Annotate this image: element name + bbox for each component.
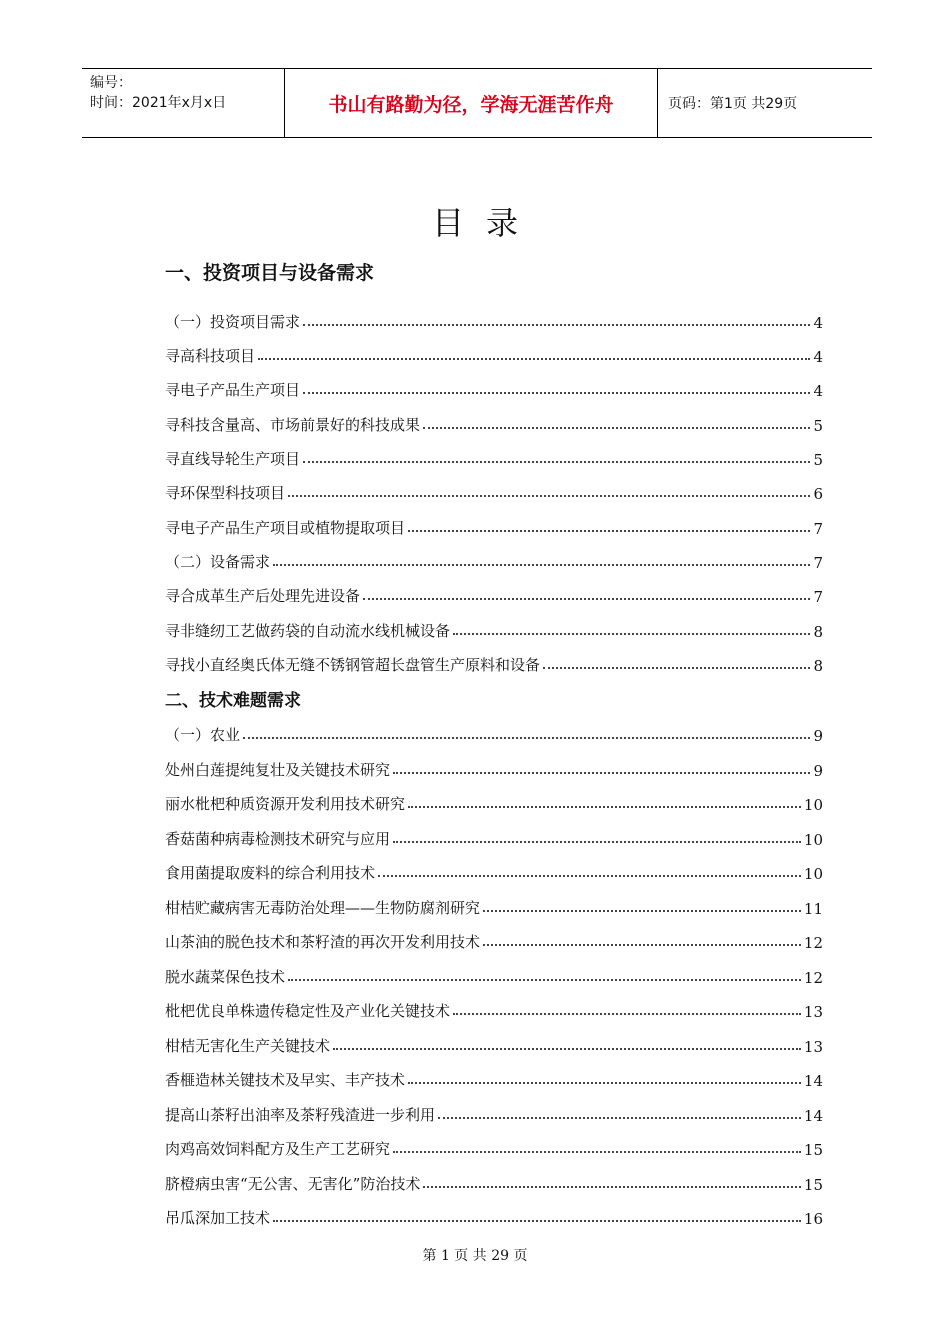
- leader-dots: [438, 1117, 801, 1119]
- leader-dots: [543, 667, 810, 669]
- toc-entry[interactable]: 寻高科技项目 4: [165, 347, 823, 366]
- leader-dots: [243, 737, 810, 739]
- toc-entry[interactable]: 食用菌提取废料的综合利用技术 10: [165, 864, 823, 883]
- toc-entry[interactable]: 寻直线导轮生产项目 5: [165, 450, 823, 469]
- date-line: 时间：2021年x月x日: [90, 95, 227, 111]
- toc-entry[interactable]: 提高山茶籽出油率及茶籽残渣进一步利用 14: [165, 1106, 823, 1125]
- leader-dots: [453, 633, 810, 635]
- toc-entry[interactable]: 肉鸡高效饲料配方及生产工艺研究 15: [165, 1140, 823, 1159]
- toc-entry[interactable]: 香榧造林关键技术及早实、丰产技术 14: [165, 1071, 823, 1090]
- header-divider: [657, 69, 658, 137]
- leader-dots: [273, 564, 810, 566]
- leader-dots: [303, 461, 810, 463]
- header-motto: 书山有路勤为径，学海无涯苦作舟: [328, 93, 614, 116]
- toc-entry[interactable]: 丽水枇杷种质资源开发利用技术研究 10: [165, 795, 823, 814]
- section-heading-2: 二、技术难题需求: [165, 691, 301, 711]
- number-label: 编号：: [90, 75, 132, 91]
- toc-entry[interactable]: 枇杷优良单株遗传稳定性及产业化关键技术 13: [165, 1002, 823, 1021]
- toc-entry[interactable]: 吊瓜深加工技术 16: [165, 1209, 823, 1228]
- leader-dots: [303, 324, 810, 326]
- toc-entry[interactable]: （二）设备需求 7: [165, 553, 823, 572]
- toc-entry[interactable]: 脱水蔬菜保色技术 12: [165, 968, 823, 987]
- toc-entry[interactable]: 寻科技含量高、市场前景好的科技成果 5: [165, 416, 823, 435]
- toc-entry[interactable]: 寻电子产品生产项目或植物提取项目 7: [165, 519, 823, 538]
- toc-entry[interactable]: （一）投资项目需求 4: [165, 313, 823, 332]
- leader-dots: [408, 530, 810, 532]
- leader-dots: [363, 598, 810, 600]
- toc-title: 目录: [431, 204, 540, 242]
- leader-dots: [483, 910, 801, 912]
- leader-dots: [288, 495, 810, 497]
- page-header: [82, 68, 872, 138]
- leader-dots: [408, 1082, 801, 1084]
- leader-dots: [333, 1048, 801, 1050]
- leader-dots: [423, 427, 810, 429]
- toc-entry[interactable]: 寻环保型科技项目 6: [165, 484, 823, 503]
- toc-entry[interactable]: 处州白莲提纯复壮及关键技术研究 9: [165, 761, 823, 780]
- leader-dots: [393, 841, 801, 843]
- leader-dots: [288, 979, 801, 981]
- leader-dots: [408, 806, 801, 808]
- leader-dots: [453, 1013, 801, 1015]
- page-footer: 第 1 页 共 29 页: [422, 1248, 528, 1264]
- leader-dots: [483, 944, 801, 946]
- header-page-info: 页码：第1页 共29页: [668, 96, 798, 112]
- toc-entry[interactable]: 脐橙病虫害“无公害、无害化”防治技术 15: [165, 1175, 823, 1194]
- toc-entry[interactable]: 寻合成革生产后处理先进设备 7: [165, 587, 823, 606]
- leader-dots: [258, 358, 810, 360]
- toc-entry[interactable]: 寻找小直经奥氏体无缝不锈钢管超长盘管生产原料和设备 8: [165, 656, 823, 675]
- toc-entry[interactable]: 寻非缝纫工艺做药袋的自动流水线机械设备 8: [165, 622, 823, 641]
- leader-dots: [393, 1151, 801, 1153]
- leader-dots: [273, 1220, 801, 1222]
- toc-entry[interactable]: 山茶油的脱色技术和茶籽渣的再次开发利用技术 12: [165, 933, 823, 952]
- toc-entry[interactable]: 柑桔无害化生产关键技术 13: [165, 1037, 823, 1056]
- header-meta: [90, 73, 280, 113]
- section-heading-1: 一、投资项目与设备需求: [165, 262, 375, 284]
- toc-entry[interactable]: 香菇菌种病毒检测技术研究与应用 10: [165, 830, 823, 849]
- toc-entry[interactable]: 寻电子产品生产项目 4: [165, 381, 823, 400]
- toc-entry[interactable]: （一）农业 9: [165, 726, 823, 745]
- toc-entry[interactable]: 柑桔贮藏病害无毒防治处理——生物防腐剂研究 11: [165, 899, 823, 918]
- leader-dots: [393, 772, 810, 774]
- leader-dots: [378, 875, 801, 877]
- leader-dots: [303, 392, 810, 394]
- leader-dots: [423, 1186, 801, 1188]
